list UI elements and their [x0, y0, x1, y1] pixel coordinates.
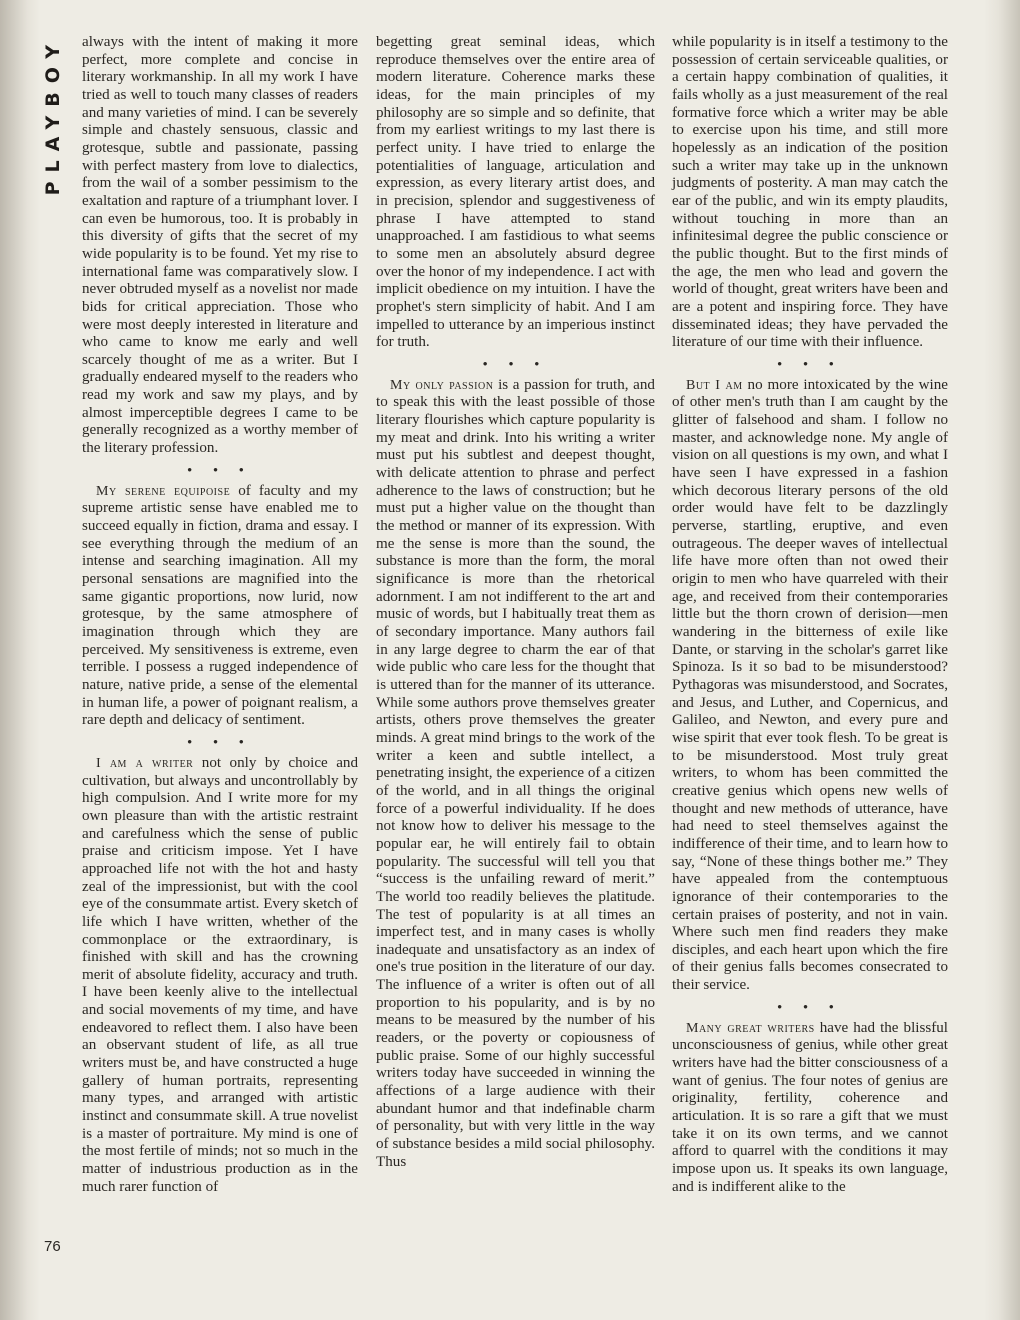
paragraph-lead-in: Many great writers: [686, 1020, 815, 1036]
article-paragraph: [376, 34, 655, 352]
article-paragraph: [82, 483, 358, 730]
paragraph-text: always with the intent of making it more perfect, more complete and concise in literary workmanship. In all my work I have tried as well to touch many classes of readers and many varieties of mind. I can be severely simple and chastely sensuous, classic and grotesque, subtle and passionate, passing with perfect mastery from love to dialectics, from the wail of a somber pessimism to the exaltation and rapture of a triumphant lover. I can even be humorous, too. It is probably in this diversity of gifts that the secret of my wide popularity is to be found. Yet my rise to international fame was comparatively slow. I never obtruded myself as a novelist nor made bids for critical appreciation. Those who were most deeply interested in literature and who came to know me early and well scarcely thought of me as a writer. But I gradually endeared myself to the readers who read my work and saw my plays, and by almost imperceptible degrees I came to be generally recognized as a worthy member of the literary profession.: [82, 34, 358, 457]
article-paragraph: [672, 377, 948, 995]
paragraph-text: begetting great seminal ideas, which reproduce themselves over the entire area of modern literature. Coherence marks these ideas, for the main principles of my philosophy are so simple and so definite, that from my earliest writings to my last there is perfect unity. I have tried to enlarge the potentialities of language, articulation and expression, as every literary artist does, and in precision, splendor and suggestiveness of phrase I have attempted to stand unapproached. I am fastidious to what seems to some men an absolutely absurd degree over the honor of my independence. I act with implicit obedience on my intuition. I have the prophet's stern simplicity of habit. And I am impelled to utterance by an imperious instinct for truth.: [376, 34, 655, 351]
paragraph-text: of faculty and my supreme artistic sense have enabled me to succeed equally in fiction, drama and essay. I see everything through the medium of an intense and searching imagination. All my personal sensations are magnified into the same gigantic proportions, now lurid, now grotesque, by the same atmosphere of imagination through which they are perceived. My sensitiveness is extreme, even terrible. I possess a rugged independence of nature, native pride, a sense of the elemental in human life, a power of poignant realism, a rare depth and delicacy of sentiment.: [82, 482, 358, 729]
page-number: 76: [44, 1238, 61, 1255]
paragraph-text: is a passion for truth, and to speak this with the least possible of those literary flourishes which capture popularity is my meat and drink. Into his writing a writer must put his subtlest and deepest thought, with delicate attention to phrase and perfect adherence to the laws of construction; but he must put a higher value on the thought than the method or manner of its expression. With me the sense is more than the sound, the substance is more than the form, the moral significance is more than the rhetorical adornment. I am not indifferent to the art and music of words, but I habitually treat them as of secondary importance. Many authors fail in any large degree to charm the ear of that wide public who care less for the thought that is uttered than for the manner of its utterance. While some authors prove themselves greater artists, others prove themselves the greater minds. A great mind brings to the work of the writer a keen and subtle intellect, a penetrating insight, the experience of a citizen of the world, and in all things the original force of a powerful individuality. If he does not know how to deliver his message to the popular ear, he will entirely fail to obtain popularity. The successful will tell you that “success is the unfailing reward of merit.” The world too readily believes the platitude. The test of popularity is at all times an imperfect test, and in many cases is wholly inadequate and unsatisfactory as an index of one's true position in the literature of our day. The influence of a writer is often out of all proportion to his popularity, and is by no means to be measured by the number of his readers, or the poverty or copiousness of public praise. Some of our highly successful writers today have succeeded in winning the affections of a large audience with their abundant humor and that indefinable charm of personality, but with very little in the way of substance besides a mild social philosophy. Thus: [376, 376, 655, 1170]
article-paragraph: [82, 34, 358, 458]
text-column-2: [376, 34, 655, 1171]
paragraph-text: while popularity is in itself a testimony to the possession of certain serviceable qualities, or a certain happy combination of qualities, it fails wholly as a just measurement of the real formative force which a writer may be able to exercise upon his time, and still more hopelessly as an indication of the position such a writer may take up in the unknown judgments of posterity. A man may catch the ear of the public, and win its empty plaudits, without touching in more than an infinitesimal degree the public conscience or the public thought. But to the first minds of the age, the men who lead and govern the world of thought, great writers have been and are a potent and inspiring force. They have disseminated ideas; they have pervaded the literature of our time with their influence.: [672, 34, 948, 351]
section-separator: • • •: [777, 355, 843, 371]
section-separator: • • •: [777, 998, 843, 1014]
paragraph-text: not only by choice and cultivation, but always and uncontrollably by high compulsion. And I write more for my own pleasure than with the artistic restraint and carefulness which the sense of public praise and criticism impose. Yet I have approached life not with the hot and hasty zeal of the impressionist, but with the cool eye of the consummate artist. Every sketch of life which I have written, whether of the commonplace or the extraordinary, is finished with skill and has the crowning merit of absolute fidelity, accuracy and truth. I have been keenly alive to the intellectual and social movements of my time, and have endeavored to reflect them. I also have been an observant student of life, as all true writers must be, and have constructed a huge gallery of human portraits, representing many types, and arranged with artistic instinct and consummate skill. A true novelist is a master of portraiture. My mind is one of the most fertile of minds; not so much in the matter of industrious production as in the much rarer function of: [82, 754, 358, 1195]
paragraph-lead-in: My serene equipoise: [96, 483, 231, 499]
article-paragraph: [82, 755, 358, 1196]
paragraph-lead-in: My only passion: [390, 377, 494, 393]
text-column-3: [672, 34, 948, 1196]
paragraph-text: have had the blissful unconsciousness of genius, while other great writers have had the bitter consciousness of a want of genius. The four notes of genius are originality, fertility, coherence and articulation. It is so rare a gift that we must take it on its own terms, and we cannot afford to quarrel with the conditions it may impose upon us. It speaks its own language, and is indifferent alike to the: [672, 1019, 948, 1195]
section-separator: • • •: [482, 355, 549, 371]
paragraph-lead-in: I am a writer: [96, 755, 194, 771]
page-edge-shadow: [984, 0, 1020, 1320]
paragraph-text: no more intoxicated by the wine of other men's truth than I am caught by the glitter of falsehood and sham. I follow no master, and acknowledge none. My angle of vision on all questions is my own, and what I have seen I have expressed in a fashion which decorous literary persons of the old order would have felt to be dazzlingly perverse, startling, eruptive, and even outrageous. The deeper waves of intellectual life have more often than not owed their origin to men who have quarreled with their age, and received from their contemporaries little but the thorn crown of derision—men wandering in the bitterness of exile like Dante, or starving in the scholar's garret like Spinoza. Is it so bad to be misunderstood? Pythagoras was misunderstood, and Socrates, and Jesus, and Luther, and Copernicus, and Galileo, and Newton, and every pure and wise spirit that ever took flesh. To be great is to be misunderstood. Most truly great writers, to whom has been committed the creative genius which opens new wells of thought and new methods of utterance, have had need to steel themselves against the indifference of their time, and to learn how to say, “None of these things bother me.” They have appealed from the contemptuous ignorance of their contemporaries to the certain praises of posterity, and not in vain. Where such men find readers they make disciples, and each heart upon which the fire of their genius falls becomes consecrated to their service.: [672, 376, 948, 994]
page-gutter-shadow: [0, 0, 40, 1320]
article-paragraph: [376, 377, 655, 1172]
section-separator: • • •: [187, 461, 253, 477]
paragraph-lead-in: But I am: [686, 377, 743, 393]
magazine-name: PLAYBOY: [42, 36, 64, 196]
text-column-1: [82, 34, 358, 1196]
article-paragraph: [672, 1020, 948, 1197]
section-separator: • • •: [187, 733, 253, 749]
article-paragraph: [672, 34, 948, 352]
